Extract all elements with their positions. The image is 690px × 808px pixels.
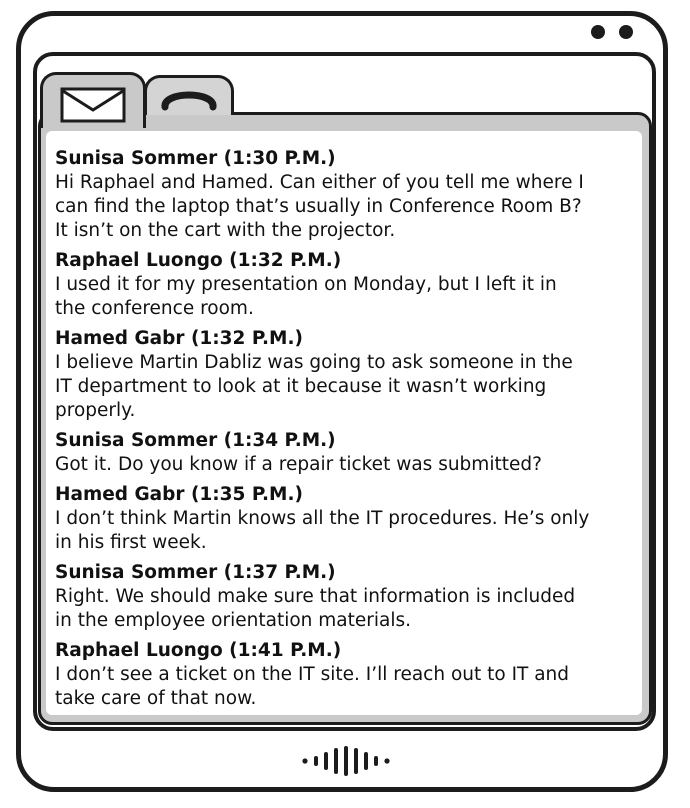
message-sender-time: Sunisa Sommer (1:34 P.M.) [55, 430, 336, 451]
chat-message [55, 249, 642, 321]
message-line: in the employee orientation materials. [55, 610, 411, 631]
message-sender-time: Hamed Gabr (1:32 P.M.) [55, 328, 303, 349]
message-line: I don’t think Martin knows all the IT procedures. He’s only [55, 508, 590, 529]
message-line: I used it for my presentation on Monday, but I left it in [55, 274, 557, 295]
message-sender-time: Hamed Gabr (1:35 P.M.) [55, 484, 303, 505]
message-line: Hi Raphael and Hamed. Can either of you tell me where I [55, 172, 584, 193]
chat-message [55, 147, 642, 243]
message-line: Got it. Do you know if a repair ticket was submitted? [55, 454, 542, 475]
tab-phone[interactable] [144, 75, 234, 115]
message-sender-time: Sunisa Sommer (1:30 P.M.) [55, 148, 336, 169]
message-line: Right. We should make sure that information is included [55, 586, 576, 607]
message-line: the conference room. [55, 298, 254, 319]
message-text [55, 351, 641, 423]
message-line: I don’t see a ticket on the IT site. I’ll reach out to IT and [55, 664, 570, 685]
message-text [55, 507, 641, 555]
message-text [55, 273, 641, 321]
message-line: take care of that now. [55, 688, 257, 709]
message-text [55, 585, 641, 633]
message-text [55, 663, 641, 711]
status-dot-icon [591, 25, 605, 39]
message-text [55, 171, 641, 243]
speaker-grille-icon [299, 746, 395, 776]
message-sender-time: Raphael Luongo (1:32 P.M.) [55, 250, 342, 271]
message-line: properly. [55, 400, 136, 421]
message-line: It isn’t on the cart with the projector. [55, 220, 396, 241]
envelope-icon [59, 86, 129, 124]
message-sender-time: Sunisa Sommer (1:37 P.M.) [55, 562, 336, 583]
message-line: in his first week. [55, 532, 207, 553]
message-line: IT department to look at it because it wasn’t working [55, 376, 547, 397]
tab-mail[interactable] [40, 72, 146, 128]
chat-message [55, 483, 642, 555]
chat-message [55, 327, 642, 423]
status-dot-icon [619, 25, 633, 39]
message-line: I believe Martin Dabliz was going to ask someone in the [55, 352, 573, 373]
chat-message [55, 561, 642, 633]
chat-log[interactable] [46, 131, 642, 715]
message-line: can find the laptop that’s usually in Conference Room B? [55, 196, 582, 217]
chat-message [55, 429, 642, 477]
message-sender-time: Raphael Luongo (1:41 P.M.) [55, 640, 342, 661]
message-text [55, 453, 641, 477]
phone-handset-icon [157, 83, 221, 113]
chat-message [55, 639, 642, 711]
